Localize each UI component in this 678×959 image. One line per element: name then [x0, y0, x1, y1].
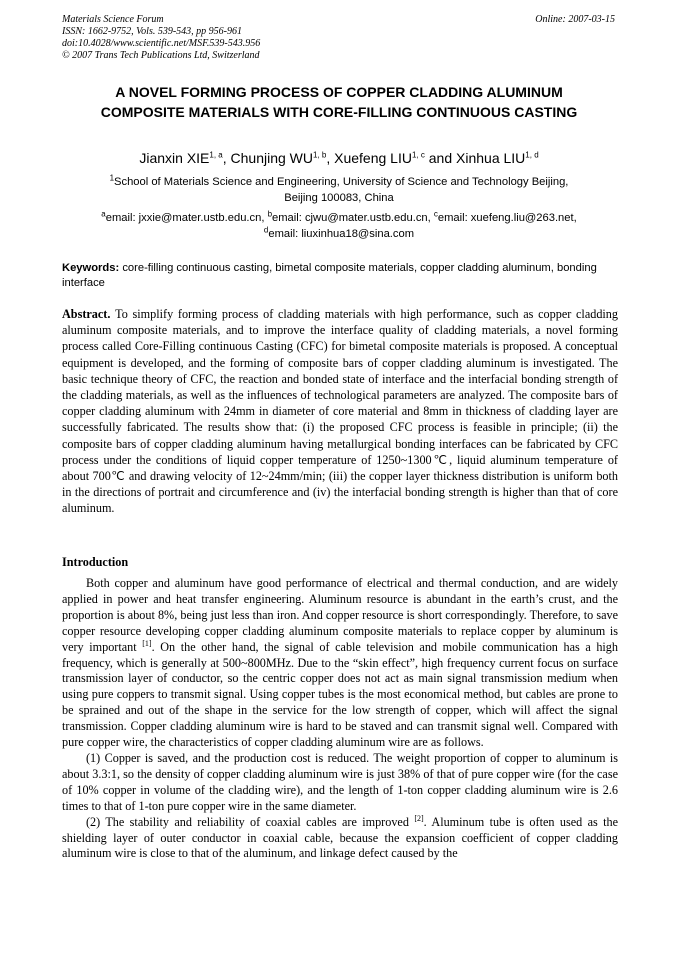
- email-c: email: xuefeng.liu@263.net,: [437, 212, 577, 224]
- email-d: email: liuxinhua18@sina.com: [268, 228, 415, 240]
- affiliation-mark: 1: [109, 173, 115, 183]
- author-emails: [62, 210, 616, 242]
- section-heading-introduction: Introduction: [62, 555, 129, 569]
- title-line-1: A NOVEL FORMING PROCESS OF COPPER CLADDING ALUMINUM: [115, 84, 563, 100]
- paragraph-text: (2) The stability and reliability of coaxial cables are improved: [86, 814, 415, 829]
- author-separator: ,: [326, 150, 335, 166]
- keywords-label: Keywords:: [62, 262, 123, 274]
- citation-mark: [1]: [142, 638, 152, 648]
- author-affiliation-mark: 1, c: [411, 150, 425, 160]
- paragraph-text: Both copper and aluminum have good performance of electrical and thermal conduction, and are widely applied in power and heat transfer engineering. Aluminum resource is abundant in the earth’s crust, and the proportion is about 8%, being just less than iron. And copper resource is short correspondingly. Therefore, to save copper resource developing copper cladding aluminum composite materials to replace copper by aluminum is very important: [62, 576, 618, 654]
- author-list: [40, 148, 638, 168]
- online-date: Online: 2007-03-15: [535, 14, 615, 25]
- keywords-text: core-filling continuous casting, bimetal composite materials, copper cladding aluminum, bonding interface: [62, 262, 597, 289]
- keywords: [62, 261, 618, 291]
- paragraph: [62, 815, 618, 863]
- author-separator: and: [424, 150, 457, 166]
- email-mark: a: [101, 209, 106, 219]
- affiliation: [62, 174, 616, 206]
- affiliation-line-2: Beijing 100083, China: [284, 192, 394, 204]
- author-name: Chunjing WU: [230, 150, 313, 166]
- paragraph-text: . On the other hand, the signal of cable television and mobile communication has a high frequency, which is generally at 500~800MHz. Due to the “skin effect”, high frequency current focus on surface transmission layer of conductor, so the centric copper does not act as main signal transmission medium when using pure coppers to transmit signal. Using copper tubes is the most economical method, but cables are prone to be sprained and out of the shape in the service for the low strength of copper, which will affect the signal transmission. Copper cladding aluminum wire is hard to be staved and can transmit signal well. Compared with pure copper wire, the characteristics of copper cladding aluminum wire are as follows.: [62, 639, 618, 750]
- email-mark: c: [433, 209, 438, 219]
- author-affiliation-mark: 1, b: [313, 150, 327, 160]
- doi-line: doi:10.4028/www.scientific.net/MSF.539-543.956: [62, 38, 261, 49]
- abstract: [62, 306, 618, 517]
- running-header: [62, 14, 260, 62]
- paper-title: [40, 82, 638, 122]
- author-name: Jianxin XIE: [139, 150, 210, 166]
- author-name: Xuefeng LIU: [334, 150, 412, 166]
- citation-mark: [2]: [414, 813, 424, 823]
- paragraph: (1) Copper is saved, and the production cost is reduced. The weight proportion of copper to aluminum is about 3.3:1, so the density of copper cladding aluminum wire is just 38% of that of pure copper wire (for the case of 10% copper in volume of the cladding wire), and the length of 1-ton copper cladding aluminum wire is 2.6 times to that of 1-ton pure copper wire in the same diameter.: [62, 750, 618, 813]
- copyright-line: © 2007 Trans Tech Publications Ltd, Switzerland: [62, 50, 260, 61]
- abstract-label: Abstract.: [62, 307, 116, 321]
- email-mark: d: [263, 225, 269, 235]
- introduction-body: [62, 576, 618, 862]
- affiliation-line-1: School of Materials Science and Engineering, University of Science and Technology Beijing,: [114, 176, 569, 188]
- author-name: Xinhua LIU: [456, 150, 526, 166]
- email-b: email: cjwu@mater.ustb.edu.cn,: [272, 212, 434, 224]
- email-a: email: jxxie@mater.ustb.edu.cn,: [105, 212, 268, 224]
- author-affiliation-mark: 1, a: [209, 150, 223, 160]
- journal-name: Materials Science Forum: [62, 14, 164, 25]
- paragraph: [62, 576, 618, 751]
- email-mark: b: [267, 209, 273, 219]
- issn-line: ISSN: 1662-9752, Vols. 539-543, pp 956-961: [62, 26, 242, 37]
- title-line-2: COMPOSITE MATERIALS WITH CORE-FILLING CONTINUOUS CASTING: [100, 104, 578, 120]
- author-affiliation-mark: 1, d: [525, 150, 539, 160]
- paragraph-text: . Aluminum tube is often used as the shielding layer of outer conductor in coaxial cable, because the expansion coefficient of copper cladding aluminum wire is close to that of the aluminum, and linkage defect caused by the: [62, 814, 618, 861]
- abstract-text: To simplify forming process of cladding materials with high performance, such as copper cladding aluminum composite materials, and to improve the interface quality of cladding materials, a novel forming process called Core-Filling continuous Casting (CFC) for bimetal composite materials is proposed. A conceptual equipment is developed, and the forming of composite bars of copper cladding aluminum is investigated. The basic technique theory of CFC, the reaction and bonded state of interface and the interfacial bonding strength of the cladding materials, as well as the influences of technological parameters are analyzed. The composite bars of copper cladding aluminum with 24mm in diameter of core material and 8mm in thickness of cladding layer are successfully fabricated. The results show that: (i) the proposed CFC process is feasible in principle; (ii) the composite bars of copper cladding aluminum having metallurgical bonding interfaces can be fabricated by CFC process under the conditions of liquid copper temperature of 1250~1300℃, liquid aluminum temperature of about 700℃ and drawing velocity of 12~24mm/min; (iii) the copper layer thickness distribution is uniform both in the directions of portrait and circumference and (iv) the interfacial bonding strength is higher than that of core aluminum.: [62, 307, 618, 516]
- author-separator: ,: [222, 150, 231, 166]
